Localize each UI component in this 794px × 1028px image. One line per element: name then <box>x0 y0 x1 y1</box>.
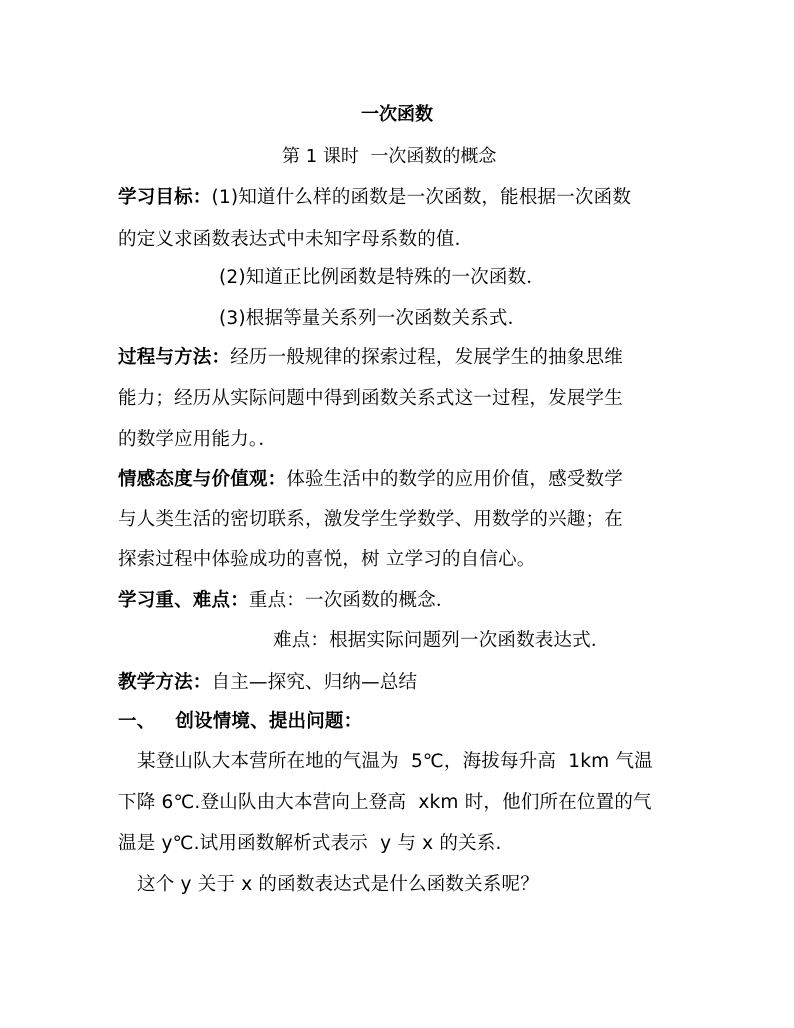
objectives-paragraph-line-1 <box>118 186 631 210</box>
keypoints-paragraph-line-1 <box>118 589 455 613</box>
emotion-paragraph-line-1 <box>118 468 623 492</box>
keypoints-text-2: 难点：根据实际问题列一次函数表达式． <box>273 630 610 651</box>
problem-text-2: 下降 6℃.登山队由大本营向上登高 xkm 时，他们所在位置的气 <box>118 792 652 813</box>
problem-text-3: 温是 y℃.试用函数解析式表示 y 与 x 的关系. <box>118 833 502 854</box>
method-label: 教学方法： <box>118 672 212 693</box>
objectives-text-2: 的定义求函数表达式中未知字母系数的值． <box>118 229 474 250</box>
problem-text-1: 某登山队大本营所在地的气温为 5℃，海拔每升高 1km 气温 <box>137 751 653 772</box>
objectives-item-3: (3)根据等量关系列一次函数关系式． <box>219 308 527 329</box>
emotion-text-1: 体验生活中的数学的应用价值，感受数学 <box>286 469 623 490</box>
question-text: 这个 y 关于 x 的函数表达式是什么函数关系呢？ <box>137 874 539 895</box>
objectives-label: 学习目标： <box>118 187 212 208</box>
objectives-text-1: (1)知道什么样的函数是一次函数，能根据一次函数 <box>211 187 632 208</box>
process-paragraph-line-1 <box>118 346 623 370</box>
objectives-item-2: (2)知道正比例函数是特殊的一次函数． <box>219 267 546 288</box>
process-text-3: 的数学应用能力。． <box>118 429 278 450</box>
emotion-label: 情感态度与价值观： <box>118 469 287 490</box>
method-text: 自主—探究、归纳—总结 <box>211 672 418 693</box>
process-text-1: 经历一般规律的探索过程，发展学生的抽象思维 <box>230 347 623 368</box>
process-label: 过程与方法： <box>118 347 231 368</box>
emotion-text-2: 与人类生活的密切联系，激发学生学数学、用数学的兴趣；在 <box>118 509 623 530</box>
keypoints-text-1: 重点：一次函数的概念． <box>248 590 455 611</box>
section-1-heading: 一、 创设情境、提出问题： <box>118 711 363 732</box>
document-title: 一次函数 <box>361 104 433 125</box>
keypoints-label: 学习重、难点： <box>118 590 249 611</box>
emotion-text-3: 探索过程中体验成功的喜悦，树 立学习的自信心。 <box>118 549 536 570</box>
process-text-2: 能力；经历从实际问题中得到函数关系式这一过程，发展学生 <box>118 388 623 409</box>
method-paragraph <box>118 671 417 695</box>
lesson-subtitle: 第 1 课时 一次函数的概念 <box>282 146 497 167</box>
